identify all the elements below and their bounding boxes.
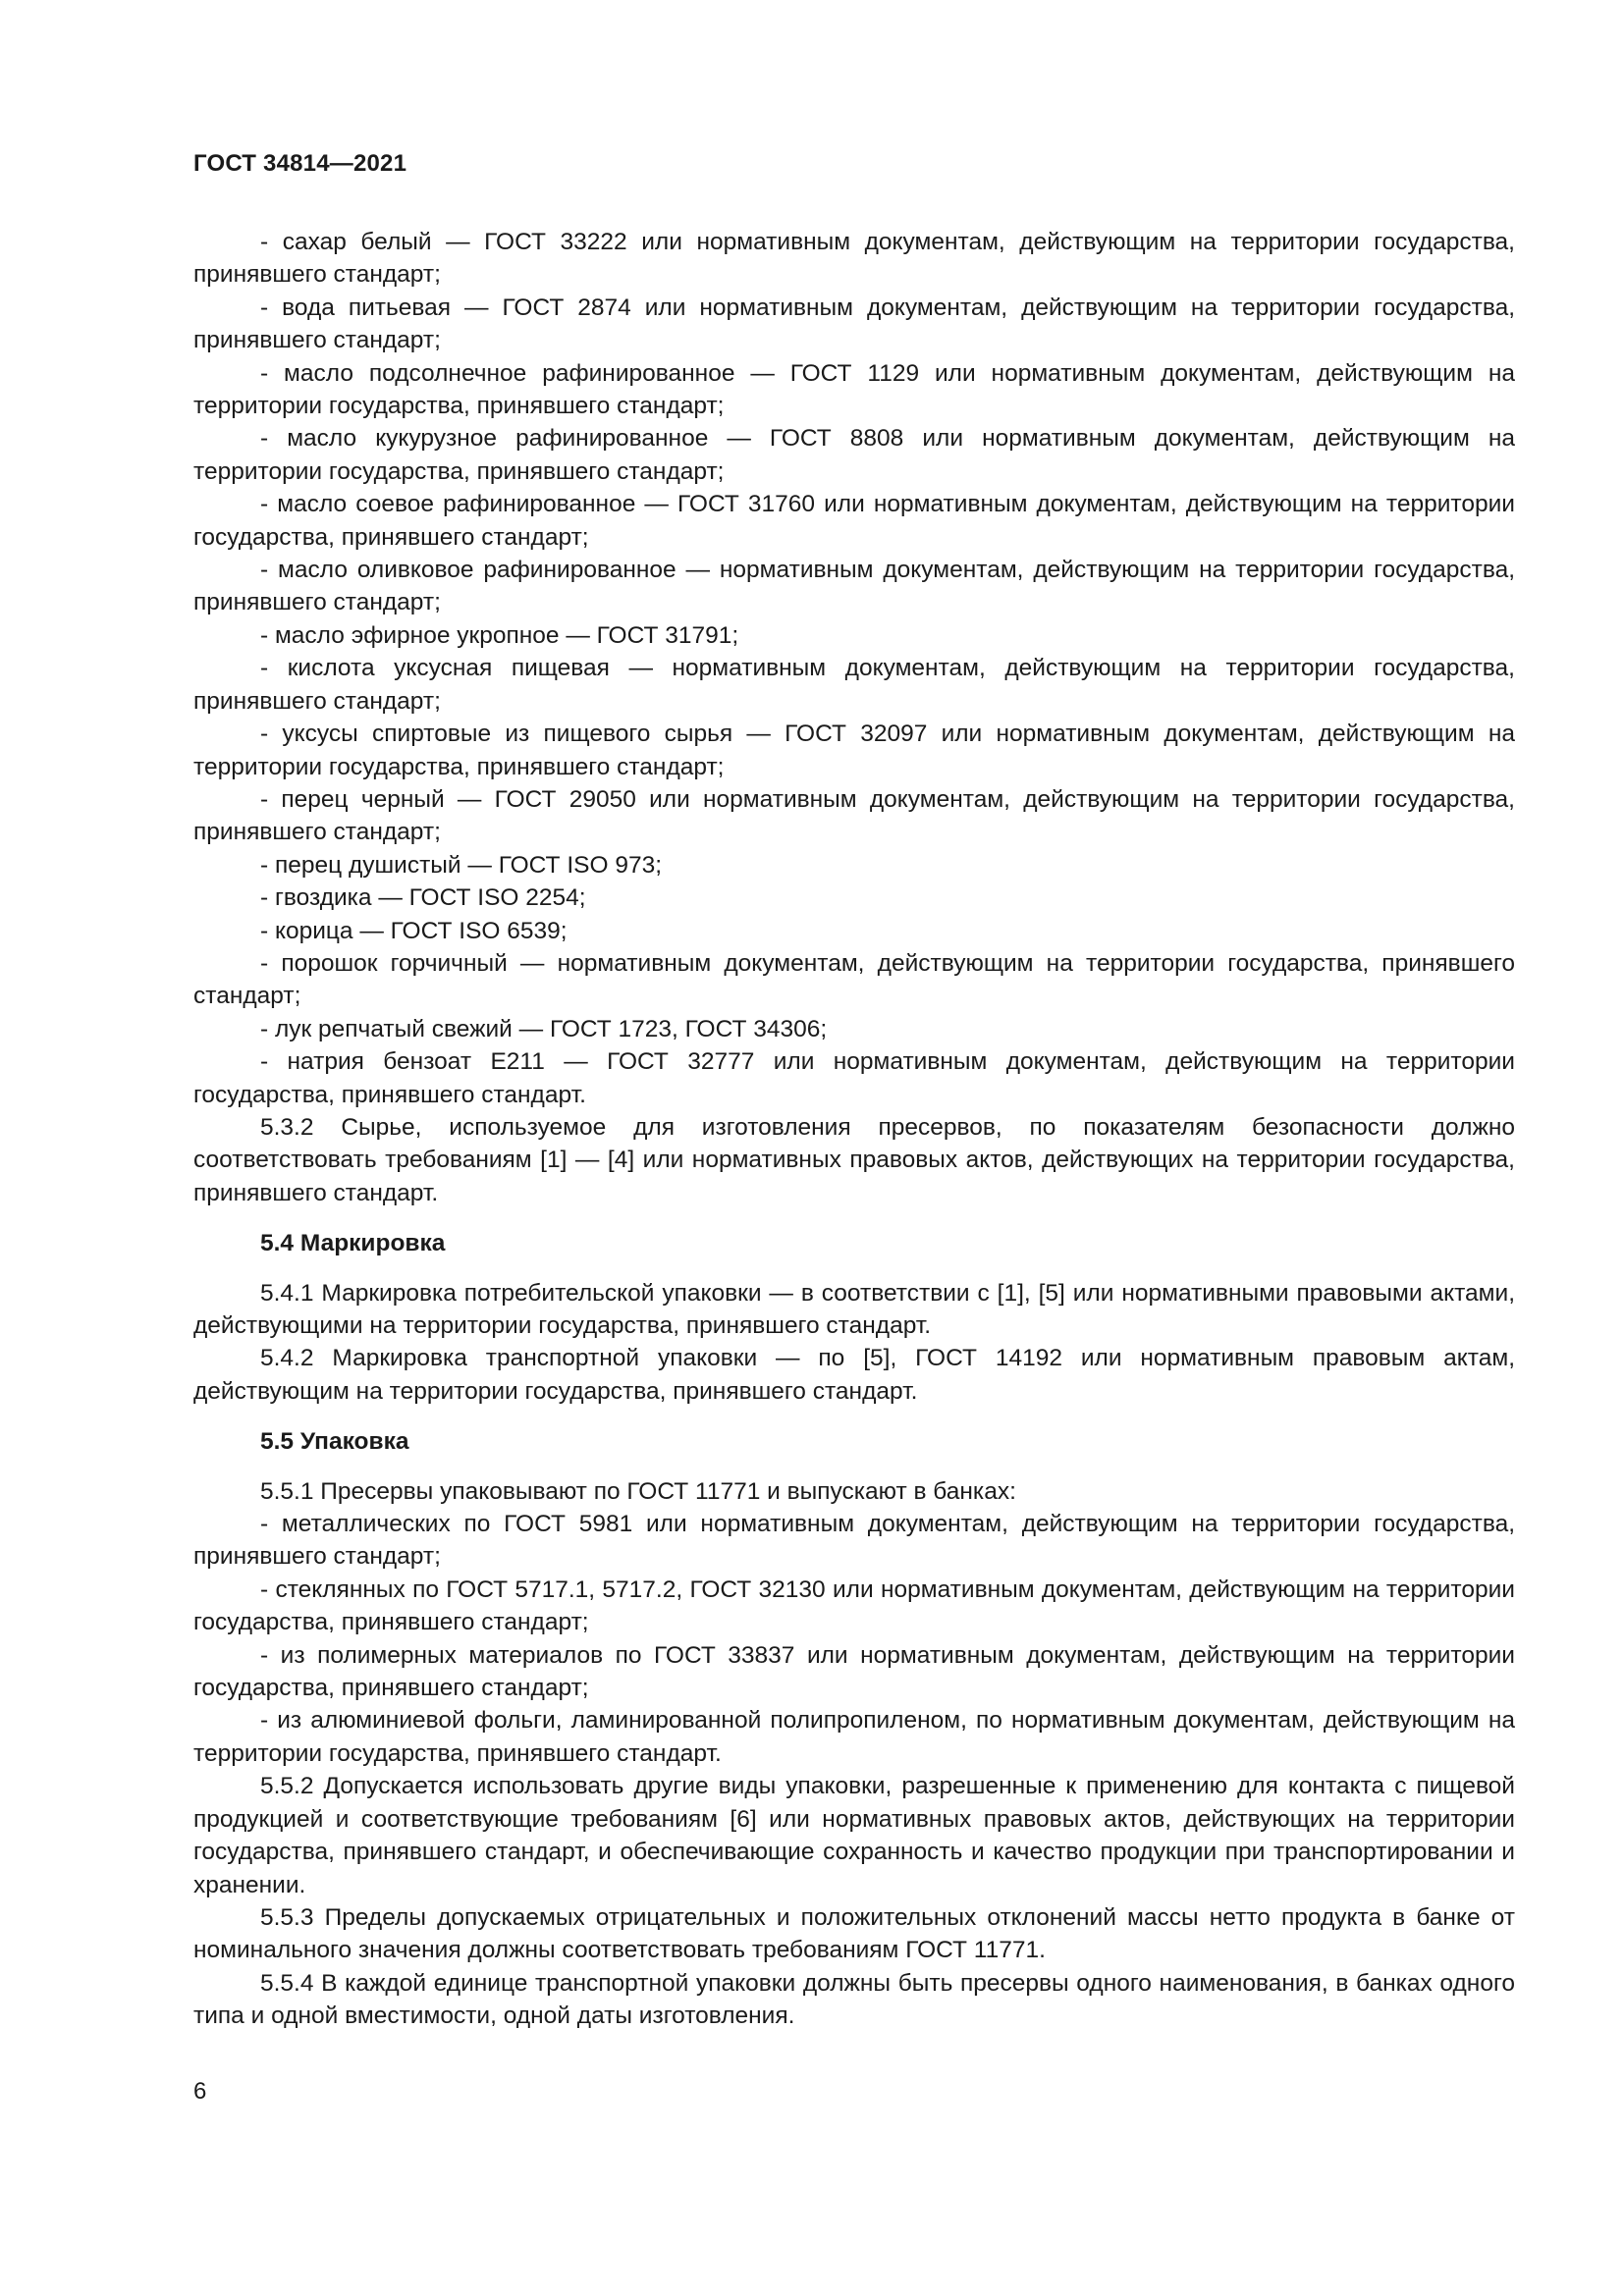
paragraph: - перец душистый — ГОСТ ISO 973; — [260, 851, 663, 879]
paragraph: - масло соевое рафинированное — ГОСТ 31760 или нормативным документам, действующим на территории государства, принявшего стандарт; — [193, 491, 1515, 551]
document-header: ГОСТ 34814—2021 — [193, 150, 407, 177]
paragraph: - из алюминиевой фольги, ламинированной полипропиленом, по нормативным документам, действующим на территории государства, принявшего стандарт. — [193, 1707, 1515, 1767]
paragraph: - гвоздика — ГОСТ ISO 2254; — [260, 884, 586, 912]
raw-materials-list — [193, 226, 1515, 1209]
paragraph: - масло оливковое рафинированное — нормативным документам, действующим на территории государства, принявшего стандарт; — [193, 557, 1515, 616]
paragraph: - вода питьевая — ГОСТ 2874 или нормативным документам, действующим на территории государства, принявшего стандарт; — [193, 294, 1515, 354]
paragraph: - лук репчатый свежий — ГОСТ 1723, ГОСТ 34306; — [260, 1015, 828, 1042]
paragraph: - сахар белый — ГОСТ 33222 или нормативным документам, действующим на территории государства, принявшего стандарт; — [193, 229, 1515, 289]
document-body — [193, 226, 1515, 2033]
paragraph: - перец черный — ГОСТ 29050 или нормативным документам, действующим на территории государства, принявшего стандарт; — [193, 785, 1515, 846]
paragraph: - натрия бензоат Е211 — ГОСТ 32777 или нормативным документам, действующим на территории государства, принявшего стандарт. — [193, 1048, 1515, 1108]
paragraph: 5.5.1 Пресервы упаковывают по ГОСТ 11771 и выпускают в банках: — [260, 1477, 1016, 1505]
paragraph: 5.5.2 Допускается использовать другие виды упаковки, разрешенные к применению для контакта с пищевой продукцией и соответствующие требованиям [6] или нормативных правовых актов, действующих на территории государства, принявшего стандарт, и обеспечивающие сохранность и качество продукции при транспортировании и хранении. — [193, 1773, 1515, 1898]
paragraph: 5.3.2 Сырье, используемое для изготовления пресервов, по показателям безопасности должно соответствовать требованиям [1] — [4] или нормативных правовых актов, действующих на территории государства, принявшего стандарт. — [193, 1113, 1515, 1206]
section-heading-packaging: 5.5 Упаковка — [260, 1428, 409, 1456]
paragraph: - масло кукурузное рафинированное — ГОСТ 8808 или нормативным документам, действующим на территории государства, принявшего стандарт; — [193, 425, 1515, 485]
page-number: 6 — [193, 2078, 207, 2105]
paragraph: - стеклянных по ГОСТ 5717.1, 5717.2, ГОСТ 32130 или нормативным документам, действующим на территории государства, принявшего стандарт; — [193, 1575, 1515, 1636]
paragraph: - масло подсолнечное рафинированное — ГОСТ 1129 или нормативным документам, действующим на территории государства, принявшего стандарт; — [193, 359, 1515, 420]
paragraph: - масло эфирное укропное — ГОСТ 31791; — [260, 621, 739, 649]
marking-section — [193, 1277, 1515, 1409]
paragraph: - металлических по ГОСТ 5981 или нормативным документам, действующим на территории государства, принявшего стандарт; — [193, 1511, 1515, 1571]
paragraph: - порошок горчичный — нормативным документам, действующим на территории государства, принявшего стандарт; — [193, 949, 1515, 1010]
paragraph: - корица — ГОСТ ISO 6539; — [260, 917, 568, 944]
paragraph: - уксусы спиртовые из пищевого сырья — ГОСТ 32097 или нормативным документам, действующим на территории государства, принявшего стандарт; — [193, 721, 1515, 780]
paragraph: - кислота уксусная пищевая — нормативным документам, действующим на территории государства, принявшего стандарт; — [193, 655, 1515, 715]
paragraph: 5.5.3 Пределы допускаемых отрицательных и положительных отклонений массы нетто продукта в банке от номинального значения должны соответствовать требованиям ГОСТ 11771. — [193, 1903, 1515, 1964]
packaging-section — [193, 1475, 1515, 2033]
paragraph: - из полимерных материалов по ГОСТ 33837 или нормативным документам, действующим на территории государства, принявшего стандарт; — [193, 1641, 1515, 1702]
paragraph: 5.5.4 В каждой единице транспортной упаковки должны быть пресервы одного наименования, в банках одного типа и одной вместимости, одной даты изготовления. — [193, 1969, 1515, 2030]
paragraph: 5.4.2 Маркировка транспортной упаковки — по [5], ГОСТ 14192 или нормативным правовым актам, действующим на территории государства, принявшего стандарт. — [193, 1345, 1515, 1405]
section-heading-marking: 5.4 Маркировка — [260, 1230, 446, 1257]
paragraph: 5.4.1 Маркировка потребительской упаковки — в соответствии с [1], [5] или нормативными правовыми актами, действующими на территории государства, принявшего стандарт. — [193, 1279, 1515, 1339]
